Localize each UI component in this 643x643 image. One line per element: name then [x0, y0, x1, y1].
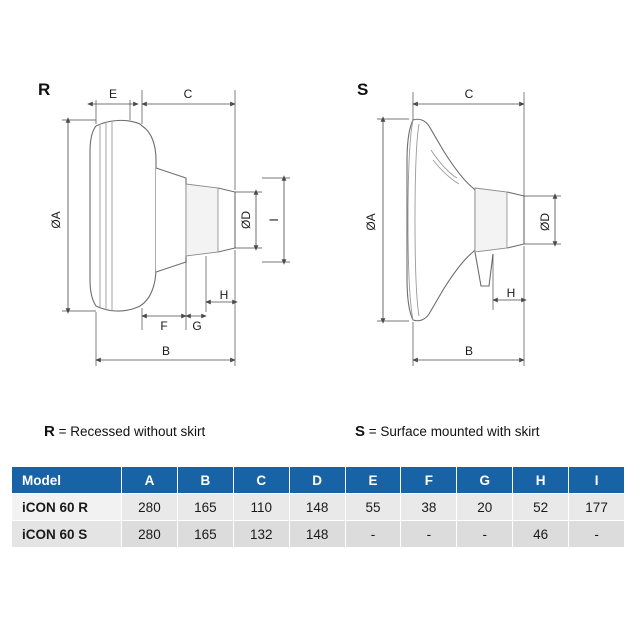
table-cell-model: iCON 60 R — [12, 494, 122, 521]
specification-table-wrapper — [11, 466, 624, 548]
table-header-d: D — [289, 467, 345, 494]
table-header-b: B — [177, 467, 233, 494]
table-row — [12, 494, 625, 521]
dim-F-left: F — [160, 319, 168, 333]
table-cell-g: - — [457, 521, 513, 548]
legend-key-r: R — [44, 423, 55, 440]
figure-right-drawing — [321, 0, 642, 400]
table-cell-h: 46 — [513, 521, 569, 548]
legend-key-s: S — [355, 423, 366, 440]
table-cell-g: 20 — [457, 494, 513, 521]
figure-right-label: S — [357, 80, 369, 99]
dim-H-right: H — [506, 286, 516, 300]
table-cell-a: 280 — [122, 521, 178, 548]
dim-B-left: B — [161, 344, 171, 358]
dim-I-left: I — [267, 218, 281, 222]
dim-diameter-D-left: ØD — [239, 211, 253, 229]
table-header-row — [12, 467, 625, 494]
table-cell-c: 132 — [233, 521, 289, 548]
table-cell-model: iCON 60 S — [12, 521, 122, 548]
table-cell-e: 55 — [345, 494, 401, 521]
dim-diameter-D-right: ØD — [538, 213, 552, 231]
table-cell-d: 148 — [289, 494, 345, 521]
legend-text-s: = Surface mounted with skirt — [368, 424, 540, 439]
table-cell-c: 110 — [233, 494, 289, 521]
table-cell-i: - — [569, 521, 625, 548]
legend-item-surface — [355, 423, 539, 440]
table-cell-i: 177 — [569, 494, 625, 521]
table-header-e: E — [345, 467, 401, 494]
table-cell-b: 165 — [177, 494, 233, 521]
table-cell-d: 148 — [289, 521, 345, 548]
table-header-a: A — [122, 467, 178, 494]
table-header-h: H — [513, 467, 569, 494]
dim-diameter-A-left: ØA — [49, 211, 63, 229]
table-cell-f: - — [401, 521, 457, 548]
table-cell-a: 280 — [122, 494, 178, 521]
table-header-g: G — [457, 467, 513, 494]
dim-E-left: E — [108, 87, 118, 101]
legend-text-r: = Recessed without skirt — [58, 424, 206, 439]
table-header-i: I — [569, 467, 625, 494]
legend-item-recessed — [44, 423, 205, 440]
table-cell-b: 165 — [177, 521, 233, 548]
figure-left-label: R — [38, 80, 51, 99]
legend — [0, 415, 643, 455]
dim-H-left: H — [219, 288, 229, 302]
table-header-c: C — [233, 467, 289, 494]
dim-diameter-A-right: ØA — [364, 213, 378, 231]
figure-recessed — [0, 0, 321, 400]
dim-C-left: C — [183, 87, 193, 101]
specification-table — [11, 466, 625, 548]
dim-G-left: G — [192, 319, 202, 333]
figure-surface — [321, 0, 642, 400]
table-cell-e: - — [345, 521, 401, 548]
table-cell-h: 52 — [513, 494, 569, 521]
dim-B-right: B — [464, 344, 474, 358]
product-outline-left — [90, 120, 235, 311]
table-row — [12, 521, 625, 548]
figure-left-drawing — [0, 0, 321, 400]
dim-C-right: C — [464, 87, 474, 101]
table-cell-f: 38 — [401, 494, 457, 521]
table-header-model: Model — [12, 467, 122, 494]
table-header-f: F — [401, 467, 457, 494]
